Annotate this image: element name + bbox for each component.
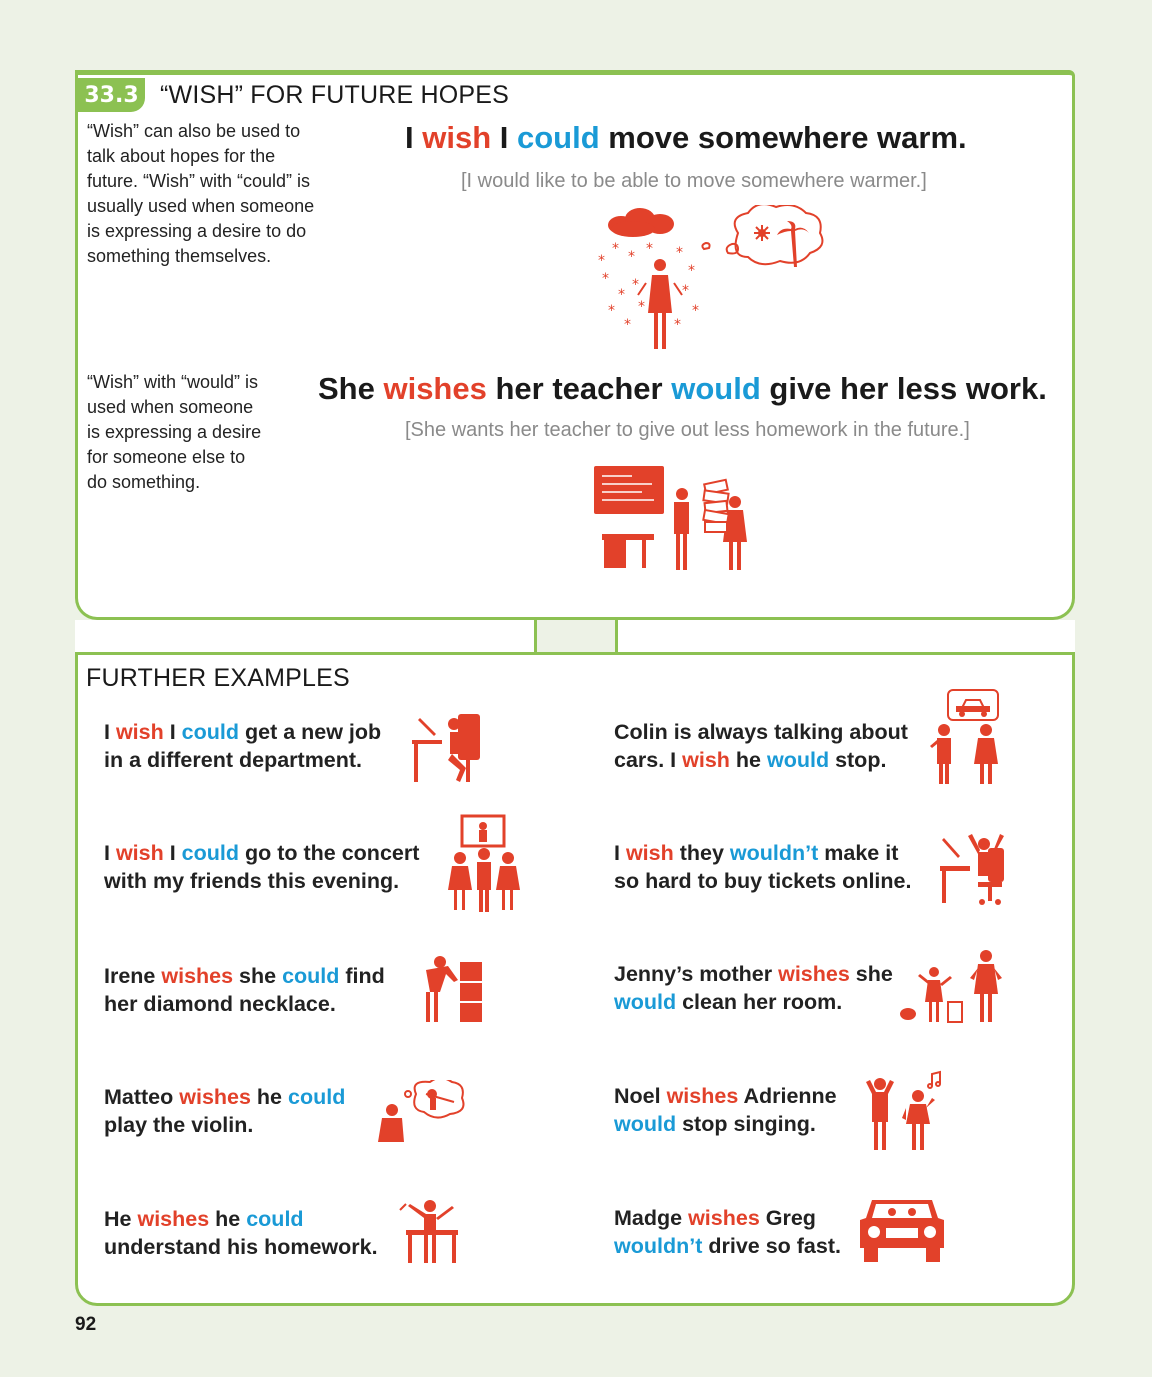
svg-text:*: * <box>646 241 653 257</box>
further-example-right-1: Colin is always talking about cars. I wish he would stop. <box>614 720 908 772</box>
annoyed-by-singing-icon <box>858 1068 950 1152</box>
svg-text:*: * <box>602 271 609 287</box>
svg-text:*: * <box>638 299 645 315</box>
page-number: 92 <box>75 1314 97 1335</box>
speeding-car-icon <box>858 1196 946 1264</box>
paraphrase-would: [She wants her teacher to give out less homework in the future.] <box>405 419 970 441</box>
frustrated-computer-user-icon <box>938 826 1008 906</box>
note-could: “Wish” can also be used to talk about hopes for the future. “Wish” with “could” is usually used when someone is expressing a desire to do something themselves. <box>87 121 315 266</box>
further-example-right-4: Noel wishes Adrienne would stop singing. <box>614 1084 837 1136</box>
svg-text:*: * <box>598 253 605 269</box>
further-example-right-2: I wish they wouldn’t make it so hard to buy tickets online. <box>614 841 912 893</box>
example-sentence-could: I wish I could move somewhere warm. <box>405 120 967 155</box>
svg-text:*: * <box>688 263 695 279</box>
section-number-badge: 33.3 <box>78 78 145 112</box>
confused-student-desk-icon <box>398 1196 464 1264</box>
further-example-left-5: He wishes he could understand his homework. <box>104 1207 378 1259</box>
further-examples-heading: FURTHER EXAMPLES <box>86 664 350 692</box>
friends-at-concert-icon <box>448 814 524 914</box>
svg-text:*: * <box>676 245 683 261</box>
further-example-right-3: Jenny’s mother wishes she would clean her room. <box>614 962 893 1014</box>
example-sentence-would: She wishes her teacher would give her less work. <box>318 371 1047 406</box>
note-would: “Wish” with “would” is used when someone is expressing a desire for someone else to do something. <box>87 372 262 492</box>
svg-text:*: * <box>624 317 631 333</box>
further-example-left-3: Irene wishes she could find her diamond necklace. <box>104 964 385 1016</box>
dreaming-of-violin-icon <box>372 1080 467 1150</box>
connector-right <box>615 620 1075 655</box>
teacher-homework-icon <box>592 464 757 574</box>
svg-text:*: * <box>692 303 699 319</box>
svg-text:*: * <box>618 287 625 303</box>
cold-woman-dreaming-icon <box>588 205 833 355</box>
mother-and-messy-room-icon <box>898 946 1006 1026</box>
further-example-left-4: Matteo wishes he could play the violin. <box>104 1085 346 1137</box>
further-example-left-2: I wish I could go to the concert with my friends this evening. <box>104 841 420 893</box>
section-title: “WISH” FOR FUTURE HOPES <box>160 81 510 109</box>
svg-text:*: * <box>674 317 681 333</box>
searching-drawers-icon <box>412 952 487 1024</box>
further-example-left-1: I wish I could get a new job in a different department. <box>104 720 382 772</box>
svg-text:*: * <box>612 241 619 257</box>
svg-text:*: * <box>628 249 635 265</box>
svg-text:*: * <box>608 303 615 319</box>
talking-about-cars-icon <box>928 688 1003 786</box>
further-example-right-5: Madge wishes Greg wouldn’t drive so fast. <box>614 1206 841 1258</box>
svg-text:*: * <box>682 283 689 299</box>
office-worker-desk-icon <box>410 710 490 785</box>
paraphrase-could: [I would like to be able to move somewhere warmer.] <box>461 170 927 192</box>
connector-left <box>75 620 537 655</box>
svg-text:*: * <box>632 277 639 293</box>
